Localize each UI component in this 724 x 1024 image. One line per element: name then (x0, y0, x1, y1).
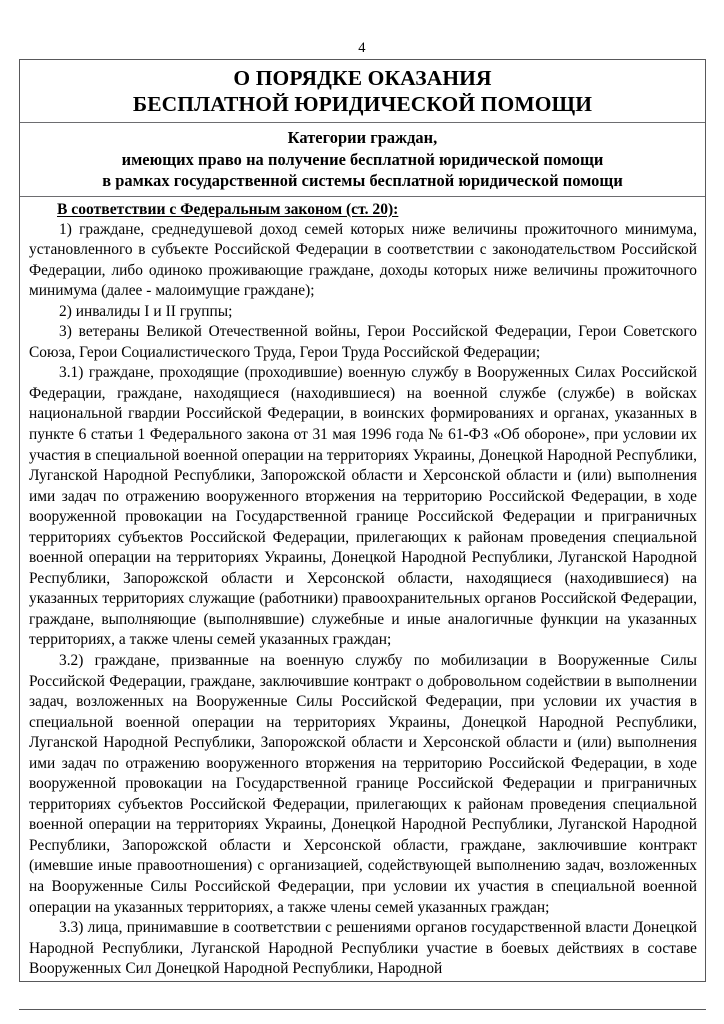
body-row (20, 197, 705, 981)
title-line-2: БЕСПЛАТНОЙ ЮРИДИЧЕСКОЙ ПОМОЩИ (132, 91, 593, 116)
page-number: 4 (358, 40, 366, 56)
title-line-1: О ПОРЯДКЕ ОКАЗАНИЯ (233, 66, 492, 90)
title-row (20, 60, 705, 123)
document-frame (19, 59, 706, 982)
subtitle-line-3: в рамках государственной системы бесплатной юридической помощи (102, 171, 623, 190)
body-paragraph-2: 2) инвалиды I и II группы; (59, 302, 233, 320)
subtitle-line-1: Категории граждан, (287, 128, 438, 147)
page-bottom-mask (0, 1011, 724, 1024)
body-paragraph-3-3: 3.3) лица, принимавшие в соответствии с решениями органов государственной власти Донецкой Народной Республики, Луганской Народной Республики участие в боевых действиях в составе Вооруженных Сил Донецкой Народной Республики, Народной (29, 919, 697, 978)
body-paragraph-3-2: 3.2) граждане, призванные на военную службу по мобилизации в Вооруженные Силы Российской Федерации, граждане, заключившие контракт о добровольном содействии в выполнении задач, возложенных на Вооруженные Силы Российской Федерации, при условии их участия в специальной военной операции на территориях Украины, Донецкой Народной Республики, Луганской Народной Республики, Запорожской области и Херсонской области и (или) выполнения ими задач по отражению вооруженного вторжения на территорию Российской Федерации, в ходе вооруженной провокации на Государственной границе Российской Федерации и приграничных территориях субъектов Российской Федерации, прилегающих к районам проведения специальной военной операции на территориях Украины, Донецкой Народной Республики, Луганской Народной Республики, Запорожской области и Херсонской области, граждане, заключившие контракт (имевшие иные правоотношения) с организацией, содействующей выполнению задач, возложенных на Вооруженные Силы Российской Федерации, при условии их участия в специальной военной операции на указанных территориях, а также члены семей указанных граждан; (29, 651, 697, 916)
page-bottom-border (19, 1009, 706, 1010)
body-lead-heading: В соответствии с Федеральным законом (ст. 20): (57, 200, 399, 218)
body-paragraph-3: 3) ветераны Великой Отечественной войны, Герои Российской Федерации, Герои Советского Союза, Герои Социалистического Труда, Герои Труда Российской Федерации; (29, 323, 697, 361)
body-paragraph-1: 1) граждане, среднедушевой доход семей которых ниже величины прожиточного минимума, установленного в субъекте Российской Федерации в соответствии с законодательством Российской Федерации, либо одиноко проживающие граждане, доходы которых ниже величины прожиточного минимума (далее - малоимущие граждане); (29, 220, 697, 300)
subtitle-line-2: имеющих право на получение бесплатной юридической помощи (121, 149, 604, 169)
body-paragraph-3-1: 3.1) граждане, проходящие (проходившие) военную службу в Вооруженных Силах Российской Федерации, граждане, находящиеся (находившиеся) на военной службе (службе) в войсках национальной гвардии Российской Федерации, в воинских формированиях и органах, указанных в пункте 6 статьи 1 Федерального закона от 31 мая 1996 года № 61-ФЗ «Об обороне», при условии их участия в специальной военной операции на территориях Украины, Донецкой Народной Республики, Луганской Народной Республики, Запорожской области и Херсонской области и (или) выполнения ими задач по отражению вооруженного вторжения на территорию Российской Федерации, в ходе вооруженной провокации на Государственной границе Российской Федерации и приграничных территориях субъектов Российской Федерации, прилегающих к районам проведения специальной военной операции на территориях Украины, Донецкой Народной Республики, Луганской Народной Республики, Запорожской области и Херсонской области, находящиеся (находившиеся) на указанных территориях служащие (работники) правоохранительных органов Российской Федерации, граждане, выполняющие (выполнявшие) служебные и иные аналогичные функции на указанных территориях, а также члены семей указанных граждан; (29, 364, 697, 649)
subtitle-row (20, 123, 705, 197)
